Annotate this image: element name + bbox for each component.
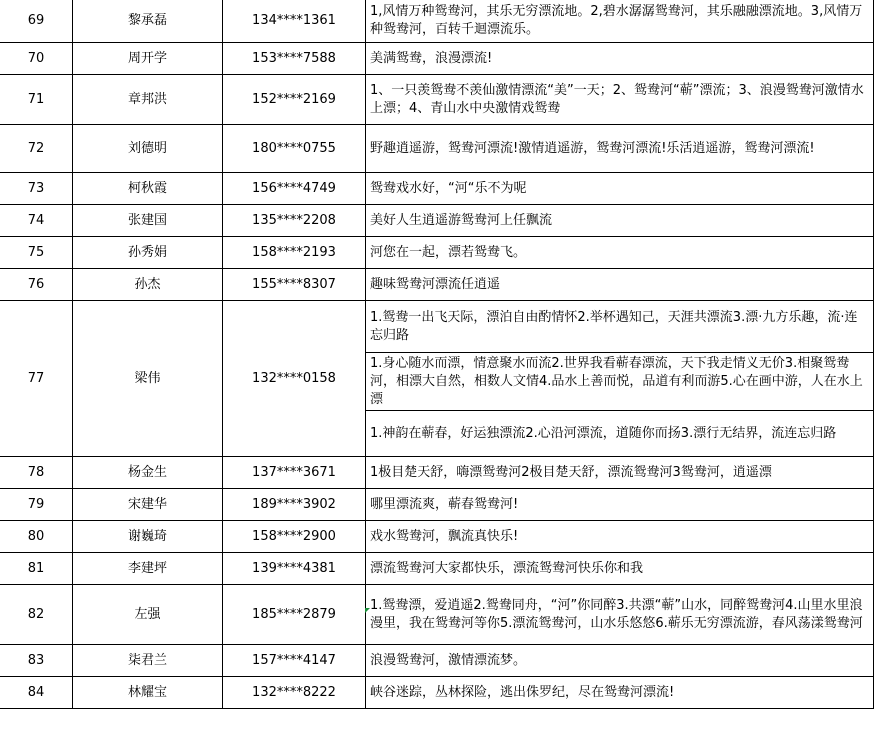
cell-comment-marker: [365, 608, 370, 613]
phone-cell: 158****2900: [223, 521, 366, 553]
phone-cell: 152****2169: [223, 75, 366, 125]
row-number-cell: 78: [0, 457, 73, 489]
slogan-cell: 1.身心随水而漂，情意聚水而流2.世界我看蕲春漂流，天下我走情义无价3.相聚鸳鸯河，相漂大自然，相数人文情4.品水上善而悦，品道有利而游5.心在画中游，人在水上漂: [366, 353, 874, 411]
slogan-cell: 美好人生逍遥游鸳鸯河上任飘流: [366, 205, 874, 237]
row-number-cell: 81: [0, 553, 73, 585]
name-cell: 柯秋霞: [73, 173, 223, 205]
table-row: [0, 521, 874, 553]
table-row: [0, 677, 874, 709]
phone-cell: 157****4147: [223, 645, 366, 677]
phone-cell: 132****8222: [223, 677, 366, 709]
slogan-cell: 1.神韵在蕲春，好运独漂流2.心沿河漂流，道随你而扬3.漂行无结界，流连忘归路: [366, 411, 874, 457]
phone-cell: 135****2208: [223, 205, 366, 237]
row-number-cell: 80: [0, 521, 73, 553]
phone-cell: 185****2879: [223, 585, 366, 645]
table-row: [0, 553, 874, 585]
table-row: [0, 0, 874, 43]
slogan-cell: 1.鸳鸯漂，爱逍遥2.鸳鸯同舟，“河”你同醉3.共漂“蕲”山水，同醉鸳鸯河4.山里水里浪漫里，我在鸳鸯河等你5.漂流鸳鸯河，山水乐悠悠6.蕲乐无穷漂流游，春风荡漾鸳鸯河: [366, 585, 874, 645]
table-row: [0, 585, 874, 645]
slogan-cell: 漂流鸳鸯河大家都快乐，漂流鸳鸯河快乐你和我: [366, 553, 874, 585]
name-cell: 宋建华: [73, 489, 223, 521]
row-number-cell: 79: [0, 489, 73, 521]
table-row: [0, 43, 874, 75]
name-cell: 杨金生: [73, 457, 223, 489]
row-number-cell: 75: [0, 237, 73, 269]
slogan-cell: 峡谷迷踪，丛林探险，逃出侏罗纪，尽在鸳鸯河漂流!: [366, 677, 874, 709]
name-cell: 刘德明: [73, 125, 223, 173]
name-cell: 谢巍琦: [73, 521, 223, 553]
slogan-cell: 美满鸳鸯，浪漫漂流!: [366, 43, 874, 75]
name-cell: 孙秀娟: [73, 237, 223, 269]
table-row: [0, 173, 874, 205]
slogan-cell: 鸳鸯戏水好，“河“乐不为呢: [366, 173, 874, 205]
phone-cell: 134****1361: [223, 0, 366, 43]
table-row: [0, 269, 874, 301]
slogan-cell: 戏水鸳鸯河，飘流真快乐!: [366, 521, 874, 553]
phone-cell: 158****2193: [223, 237, 366, 269]
row-number-cell: 69: [0, 0, 73, 43]
name-cell: 黎承磊: [73, 0, 223, 43]
row-number-cell: 70: [0, 43, 73, 75]
phone-cell: 180****0755: [223, 125, 366, 173]
name-cell: 李建坪: [73, 553, 223, 585]
row-number-cell: 73: [0, 173, 73, 205]
row-number-cell: 77: [0, 301, 73, 457]
row-number-cell: 71: [0, 75, 73, 125]
phone-cell: 156****4749: [223, 173, 366, 205]
table-row: [0, 457, 874, 489]
name-cell: 孙杰: [73, 269, 223, 301]
row-number-cell: 72: [0, 125, 73, 173]
table-row: [0, 205, 874, 237]
slogan-cell: 1、一只羡鸳鸯不羡仙激情漂流“美”一天；2、鸳鸯河“蕲”漂流；3、浪漫鸳鸯河激情水上漂；4、青山水中央激情戏鸳鸯: [366, 75, 874, 125]
phone-cell: 132****0158: [223, 301, 366, 457]
row-number-cell: 82: [0, 585, 73, 645]
phone-cell: 139****4381: [223, 553, 366, 585]
slogan-cell: 野趣逍遥游，鸳鸯河漂流!激情逍遥游，鸳鸯河漂流!乐活逍遥游，鸳鸯河漂流!: [366, 125, 874, 173]
row-number-cell: 74: [0, 205, 73, 237]
slogan-cell: 浪漫鸳鸯河，激情漂流梦。: [366, 645, 874, 677]
name-cell: 林耀宝: [73, 677, 223, 709]
table-row: [0, 645, 874, 677]
slogan-cell: 哪里漂流爽，蕲春鸳鸯河!: [366, 489, 874, 521]
name-cell: 柒君兰: [73, 645, 223, 677]
table-row: [0, 489, 874, 521]
name-cell: 张建国: [73, 205, 223, 237]
row-number-cell: 76: [0, 269, 73, 301]
name-cell: 左强: [73, 585, 223, 645]
table-row: [0, 75, 874, 125]
row-number-cell: 84: [0, 677, 73, 709]
name-cell: 梁伟: [73, 301, 223, 457]
phone-cell: 189****3902: [223, 489, 366, 521]
slogan-cell: 1,风情万种鸳鸯河，其乐无穷漂流地。2,碧水潺潺鸳鸯河，其乐融融漂流地。3,风情万种鸳鸯河，百转千迴漂流乐。: [366, 0, 874, 43]
table-row: [0, 237, 874, 269]
slogan-cell: 1.鸳鸯一出飞天际，漂泊自由酌情怀2.举杯遇知己，天涯共漂流3.漂·九方乐趣，流·连忘归路: [366, 301, 874, 353]
slogan-cell: 河您在一起，漂若鸳鸯飞。: [366, 237, 874, 269]
name-cell: 章邦洪: [73, 75, 223, 125]
row-number-cell: 83: [0, 645, 73, 677]
name-cell: 周开学: [73, 43, 223, 75]
slogan-cell: 1极目楚天舒，嗨漂鸳鸯河2极目楚天舒，漂流鸳鸯河3鸳鸯河，逍遥漂: [366, 457, 874, 489]
phone-cell: 153****7588: [223, 43, 366, 75]
slogan-cell: 趣味鸳鸯河漂流任逍遥: [366, 269, 874, 301]
table-row: [0, 301, 874, 353]
phone-cell: 137****3671: [223, 457, 366, 489]
phone-cell: 155****8307: [223, 269, 366, 301]
table-row: [0, 125, 874, 173]
